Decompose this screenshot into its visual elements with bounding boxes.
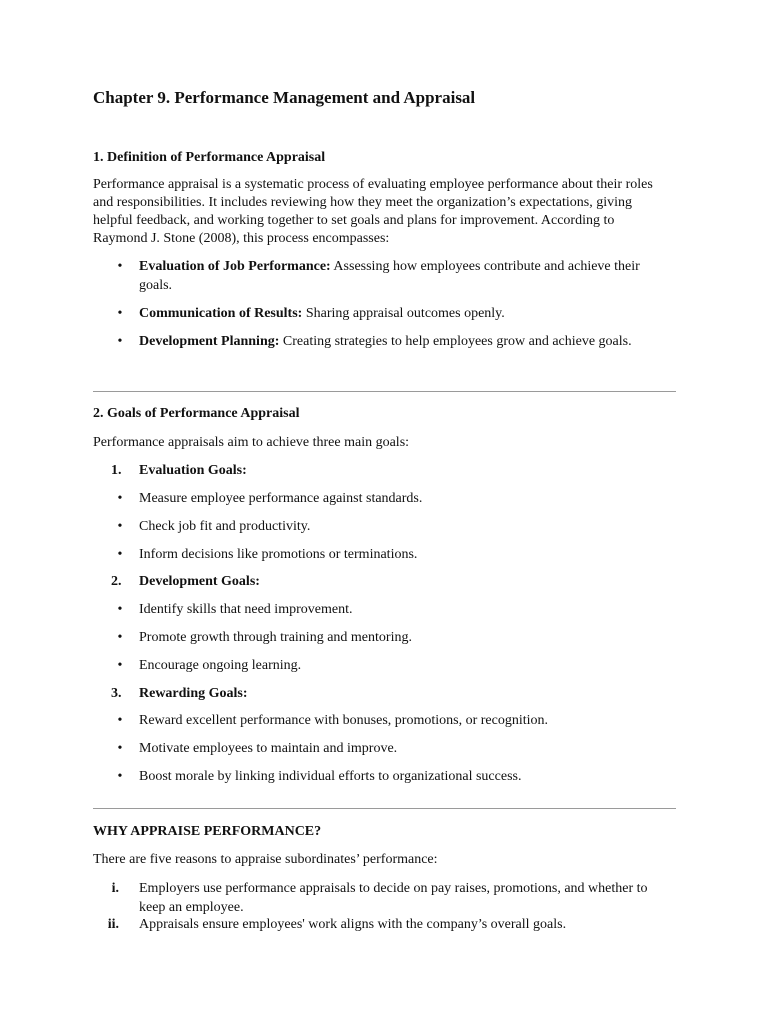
horizontal-divider [93,391,676,392]
goal-group-title: Rewarding Goals: [139,686,248,701]
goal-group-title: Development Goals: [139,574,260,589]
numbered-item [93,685,676,704]
bullet-icon: • [117,519,123,534]
list-item-term: Evaluation of Job Performance: [139,259,331,274]
list-item-text: Appraisals ensure employees' work aligns with the company’s overall goals. [139,917,567,932]
bullet-icon: • [117,630,123,645]
list-item-text: Promote growth through training and mentoring. [139,630,412,645]
list-item [93,629,676,648]
list-item-desc: Sharing appraisal outcomes openly. [302,306,505,321]
list-item-desc: Assessing how employees contribute and achieve their goals. [139,259,640,293]
roman-list-item [93,880,676,917]
section-intro-goals: Performance appraisals aim to achieve three main goals: [93,435,410,450]
section-heading-why-appraise: WHY APPRAISE PERFORMANCE? [93,824,322,839]
list-item-text: Check job fit and productivity. [139,519,311,534]
list-item [93,768,676,787]
list-item-term: Communication of Results: [139,306,303,321]
bullet-icon: • [117,491,123,506]
list-item [93,490,676,509]
roman-list-item [93,916,676,935]
section-heading-definition: 1. Definition of Performance Appraisal [93,150,326,165]
section-heading-goals: 2. Goals of Performance Appraisal [93,406,300,421]
list-item [93,333,676,352]
bullet-icon: • [117,334,123,349]
bullet-icon: • [117,306,123,321]
list-item [93,740,676,759]
list-item [93,601,676,620]
bullet-icon: • [117,741,123,756]
bullet-icon: • [117,602,123,617]
list-item [93,258,676,295]
bullet-icon: • [117,259,123,274]
list-number: 1. [111,463,122,478]
bullet-icon: • [117,547,123,562]
list-item-text: Encourage ongoing learning. [139,658,302,673]
list-number: ii. [107,917,119,932]
list-number: 3. [111,686,122,701]
list-item-text: Reward excellent performance with bonuses, promotions, or recognition. [139,713,548,728]
list-item-desc: Creating strategies to help employees grow and achieve goals. [279,334,632,349]
bullet-icon: • [117,658,123,673]
list-item [93,712,676,731]
list-item [93,305,676,324]
section-intro-why-appraise: There are five reasons to appraise subordinates’ performance: [93,852,438,867]
numbered-item [93,573,676,592]
chapter-title: Chapter 9. Performance Management and Appraisal [93,88,476,107]
list-item-text: Identify skills that need improvement. [139,602,353,617]
list-number: 2. [111,574,122,589]
bullet-icon: • [117,769,123,784]
list-item-text: Inform decisions like promotions or terminations. [139,547,418,562]
list-item-term: Development Planning: [139,334,280,349]
list-item [93,518,676,537]
list-item-text: Motivate employees to maintain and improve. [139,741,398,756]
list-item-text: Boost morale by linking individual efforts to organizational success. [139,769,522,784]
horizontal-divider [93,808,676,809]
list-item-text: Measure employee performance against standards. [139,491,423,506]
goal-group-title: Evaluation Goals: [139,463,247,478]
list-number: i. [111,881,119,896]
list-item [93,657,676,676]
numbered-item [93,462,676,481]
bullet-icon: • [117,713,123,728]
section-intro-definition: Performance appraisal is a systematic process of evaluating employee performance about their roles and responsibilities. It includes reviewing how they meet the organization’s expectations, giving helpful feedback, and working together to set goals and plans for improvement. According to Raymond J. Stone (2008), this process encompasses: [93,177,653,246]
list-item-text: Employers use performance appraisals to decide on pay raises, promotions, and whether to keep an employee. [139,881,648,915]
list-item [93,546,676,565]
